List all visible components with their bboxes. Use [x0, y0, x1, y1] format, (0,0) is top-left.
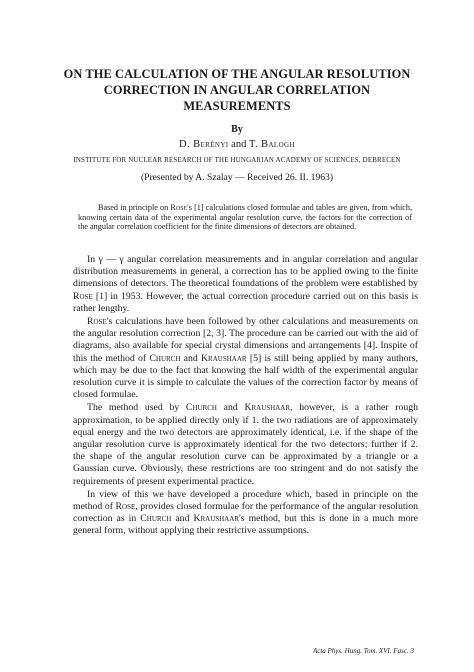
author-conjunction: and [231, 139, 247, 150]
author-1: D. Berényi [179, 139, 229, 150]
title-line-2: CORRECTION IN ANGULAR CORRELATION [103, 83, 371, 97]
byline: By [231, 124, 243, 135]
title-line-3: MEASUREMENTS [183, 99, 291, 113]
abstract-paragraph: Based in principle on Rose's [1] calculations closed formulae and tables are given, from which, knowing certain data of the experimental angular resolution curve, the factors for the correction of the angular correlation coefficient for the finite dimensions of detectors are obtained. [78, 203, 412, 232]
body-paragraph-2: Rose's calculations have been followed by other calculations and measurements on the angular resolution correction [2, 3]. The procedure can be carried out with the aid of diagrams, also available for special crystal dimensions and arrangements [4]. Inspite of this the method of Church and Kraushaar [5] is still being applied by many authors, which may be due to the fact that knowing the half width of the experimental angular resolution curve it is simple to calculate the values of the correction factor by means of closed formulae. [73, 316, 419, 401]
article-body [73, 254, 418, 539]
author-2: T. Balogh [248, 139, 295, 150]
title-line-1: ON THE CALCULATION OF THE ANGULAR RESOLUTION [63, 67, 411, 81]
body-paragraph-4: In view of this we have developed a procedure which, based in principle on the method of Rose, provides closed formulae for the performance of the angular resolution correction as in Church and Kraushaar's method, but this is done in a much more general form, without applying their restrictive assumptions. [73, 488, 419, 537]
authors [0, 139, 474, 150]
journal-footer: Acta Phys. Hung. Tom. XVI. Fasc. 3 [312, 647, 414, 655]
article-title [40, 66, 434, 114]
body-paragraph-1: In γ — γ angular correlation measurements and in angular correlation and angular distribution measurements in general, a correction has to be applied owing to the finite dimensions of detectors. The theoretical foundations of the problem were established by Rose [1] in 1953. However, the actual correction procedure carried out on this basis is rather lengthy. [73, 254, 418, 314]
abstract [78, 203, 412, 232]
institute: INSTITUTE FOR NUCLEAR RESEARCH OF THE HUNGARIAN ACADEMY OF SCIENCES, DEBRECEN [73, 157, 401, 164]
body-paragraph-3: The method used by Church and Kraushaar, however, is a rather rough approximation, to be applied directly only if 1. the two radiations are of approximately equal energy and the two detectors are approximately identical, i.e. if the shape of the angular resolution curve is approximately identical for the two detectors; further if 2. the shape of the angular resolution curve can be approximated by a triangle or a Gaussian curve. Obviously, these restrictions are too stringent and do not satisfy the requirements of present experimental practice. [73, 402, 419, 487]
presented-received-line: (Presented by A. Szalay — Received 26. II. 1963) [140, 172, 334, 183]
